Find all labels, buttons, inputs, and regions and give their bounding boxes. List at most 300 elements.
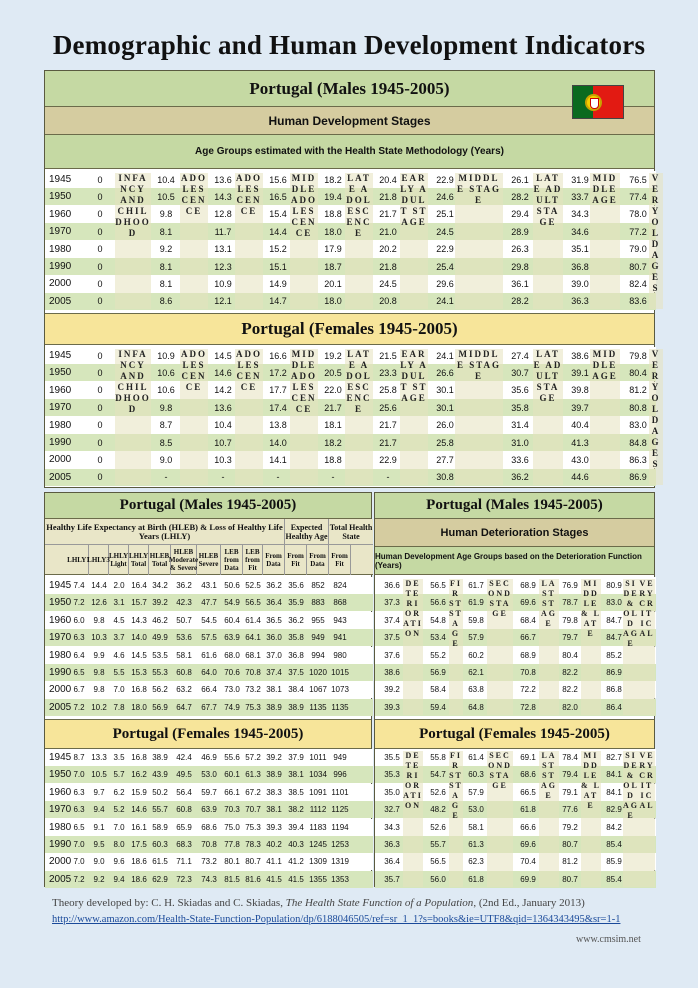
top-males-value: 11.7	[214, 226, 232, 237]
left-females-value: 7.0	[113, 822, 125, 832]
left-females-value: 996	[333, 770, 347, 780]
right-males-value: 80.9	[606, 581, 622, 590]
top-females-value: 30.1	[436, 402, 454, 413]
column-header: LEB from Fit	[243, 545, 263, 575]
top-males-value: 26.3	[511, 244, 529, 255]
left-females-value: 1125	[331, 805, 349, 815]
left-males-value: 70.6	[224, 668, 240, 677]
left-females-value: 42.4	[176, 753, 192, 762]
top-females-value: 0	[97, 385, 103, 396]
left-males-value: 3.1	[113, 598, 125, 608]
left-females-value: 6.3	[73, 787, 85, 797]
left-males-value: 6.5	[73, 668, 85, 677]
top-males-value: 18.2	[324, 174, 342, 185]
left-males-value: 73.2	[245, 685, 261, 695]
right-males-value: 37.6	[384, 650, 400, 660]
right-females-value: 79.2	[562, 822, 578, 832]
top-males-value: 14.3	[214, 191, 232, 202]
top-females-value: 17.7	[269, 385, 287, 396]
top-females-value: 9.8	[159, 402, 173, 413]
stage-label: INFANCY AND CHILDHOOD	[115, 173, 151, 309]
right-females-value: 66.5	[520, 787, 536, 797]
top-females-value: 40.4	[571, 420, 589, 431]
left-females-value: 80.7	[245, 857, 261, 867]
left-females-value: 38.1	[288, 770, 304, 780]
right-males-value: 64.8	[468, 702, 484, 712]
left-females-value: 39.4	[288, 822, 304, 832]
top-females-value: 25.6	[379, 402, 397, 413]
left-females-value: 7.0	[73, 770, 85, 780]
top-males-value: 17.9	[324, 244, 342, 255]
left-females-value: 63.9	[201, 805, 217, 815]
right-males-value: 66.7	[520, 633, 536, 643]
year-label: 1980	[49, 419, 72, 431]
right-males-value: 82.0	[562, 702, 578, 712]
left-females-table	[45, 749, 373, 889]
right-females-table	[375, 749, 656, 889]
left-males-value: 7.2	[73, 598, 85, 608]
top-females-value: 22.0	[324, 385, 342, 396]
left-males-value: 46.2	[152, 615, 168, 625]
left-females-value: 49.5	[176, 770, 192, 780]
top-males-value: 0	[97, 261, 103, 272]
year-label: 2000	[49, 856, 72, 868]
year-label: 2000	[49, 278, 72, 290]
left-females-value: 38.3	[266, 787, 282, 797]
year-label: 2005	[49, 873, 72, 885]
column-header: LEB from Data	[221, 545, 243, 575]
top-females-value: 39.1	[571, 367, 589, 378]
left-females-value: 6.3	[73, 805, 85, 815]
right-females-value: 53.0	[468, 805, 484, 815]
top-females-value: 16.6	[269, 350, 287, 361]
top-males-value: 28.2	[511, 296, 529, 307]
right-females-value: 61.3	[468, 840, 484, 849]
top-males-value: 18.8	[324, 209, 342, 220]
left-females-value: 75.0	[224, 822, 240, 832]
left-females-row	[45, 784, 373, 801]
right-females-value: 69.9	[520, 874, 536, 884]
right-females-value: 48.2	[430, 805, 446, 815]
left-males-value: 63.9	[224, 633, 240, 643]
left-females-value: 78.3	[245, 840, 261, 849]
right-males-value: 84.7	[606, 633, 622, 643]
top-males-value: 9.8	[159, 209, 173, 220]
year-label: 1970	[49, 804, 72, 816]
year-label: 1945	[49, 752, 72, 763]
top-males-value: 16.5	[269, 191, 287, 202]
right-females-value: 35.3	[384, 770, 400, 780]
stage-label: INFANCY AND CHILDHOOD	[115, 349, 151, 485]
top-females-value: 83.0	[629, 420, 647, 431]
deterioration-stage-label: FIRST STAGE	[449, 579, 463, 715]
top-males-value: 29.8	[511, 261, 529, 272]
top-females-value: 41.3	[571, 437, 589, 448]
left-males-value: 943	[333, 615, 347, 625]
left-males-value: 38.9	[266, 702, 282, 712]
top-males-value: 9.2	[159, 244, 173, 255]
top-females-value: 23.3	[379, 367, 397, 378]
left-males-value: 949	[311, 633, 325, 643]
left-females-value: 72.3	[176, 874, 192, 884]
right-females-value: 84.1	[606, 787, 622, 797]
left-males-value: 60.4	[224, 615, 240, 625]
deterioration-stage-label: LAST STAGE	[539, 751, 559, 887]
right-females-value: 36.3	[384, 840, 400, 849]
left-females-value: 55.6	[224, 753, 240, 762]
left-males-value: 53.6	[176, 633, 192, 643]
deterioration-stage-label: SECOND STAGE	[487, 579, 513, 715]
year-label: 1960	[49, 614, 72, 626]
top-males-value: 24.1	[436, 296, 454, 307]
stage-label: EARLY ADULT STAGE	[400, 349, 428, 485]
left-females-value: 16.8	[131, 753, 147, 762]
year-label: 1980	[49, 243, 72, 255]
left-females-value: 68.3	[176, 840, 192, 849]
left-males-value: 16.8	[131, 685, 147, 695]
amazon-link[interactable]: http://www.amazon.com/Health-State-Function-Population/dp/6188046505/ref=sr_1_1?s=books&ie=UTF8&qid=1364343495&sr=1-1	[52, 914, 621, 925]
top-females-value: 18.8	[324, 454, 342, 465]
left-females-value: 59.7	[201, 787, 217, 797]
top-females-title: Portugal (Females 1945-2005)	[45, 313, 654, 345]
left-males-row	[45, 612, 373, 629]
left-males-value: 38.4	[288, 685, 304, 695]
right-females-value: 82.7	[606, 753, 622, 762]
right-males-value: 72.2	[520, 685, 536, 695]
top-females-value: 14.2	[214, 385, 232, 396]
top-males-value: 25.4	[436, 261, 454, 272]
left-females-value: 80.1	[224, 857, 240, 867]
left-males-value: 35.9	[288, 598, 304, 608]
top-males-value: 33.7	[571, 191, 589, 202]
right-males-value: 69.6	[520, 598, 536, 608]
top-females-value: 86.3	[629, 454, 647, 465]
top-males-value: 80.7	[629, 261, 647, 272]
top-males-value: 0	[97, 191, 103, 202]
stage-label: LATE ADOLESCENCE	[345, 173, 373, 309]
left-females-value: 38.9	[152, 753, 168, 762]
left-males-value: 7.2	[73, 702, 85, 712]
top-females-value: 33.6	[511, 454, 529, 465]
left-males-value: 64.7	[176, 702, 192, 712]
left-females-value: 8.7	[73, 753, 85, 762]
top-females-value: 0	[97, 420, 103, 431]
left-females-title: Portugal (Females 1945-2005)	[45, 719, 371, 749]
top-females-value: 14.6	[214, 367, 232, 378]
top-stages-header: Human Development Stages	[45, 107, 654, 135]
left-females-value: 75.3	[245, 822, 261, 832]
top-females-value: 0	[97, 350, 103, 361]
left-females-value: 13.3	[91, 753, 107, 762]
left-females-value: 1091	[309, 787, 327, 797]
right-females-value: 85.9	[606, 857, 622, 867]
column-header: HLEB Total	[149, 545, 171, 575]
left-males-value: 35.6	[288, 581, 304, 590]
right-males-title: Portugal (Males 1945-2005)	[375, 493, 654, 519]
left-males-value: 61.6	[201, 650, 217, 660]
left-females-row	[45, 749, 373, 766]
right-males-value: 59.8	[468, 615, 484, 625]
top-females-table	[45, 347, 661, 487]
right-males-value: 72.8	[520, 702, 536, 712]
year-label: 1980	[49, 649, 72, 661]
right-males-value: 78.7	[562, 598, 578, 608]
left-males-value: 53.5	[152, 650, 168, 660]
left-males-value: 54.9	[224, 598, 240, 608]
year-label: 1950	[49, 769, 72, 781]
right-males-value: 36.6	[384, 581, 400, 590]
right-males-value: 56.6	[430, 598, 446, 608]
right-females-value: 56.0	[430, 874, 446, 884]
left-females-value: 9.4	[93, 805, 105, 815]
stage-label: ADOLESCENCE	[180, 349, 208, 485]
deterioration-stage-label: SIDE & OLD AGE	[623, 579, 639, 715]
portugal-flag-icon	[572, 85, 624, 119]
left-males-value: 37.5	[288, 668, 304, 677]
deterioration-stage-label: FIRST STAGE	[449, 751, 463, 887]
right-females-value: 80.7	[562, 874, 578, 884]
left-males-value: 56.9	[152, 702, 168, 712]
left-females-value: 53.0	[201, 770, 217, 780]
top-males-value: 21.0	[379, 226, 397, 237]
top-females-value: 30.1	[436, 385, 454, 396]
stage-label: VERY OLD AGES	[649, 349, 663, 485]
top-females-value: 44.6	[571, 472, 589, 483]
right-males-value: 54.8	[430, 615, 446, 625]
column-header: From Fit	[329, 545, 351, 575]
right-females-value: 54.7	[430, 770, 446, 780]
top-males-value: 20.4	[379, 174, 397, 185]
left-females-value: 74.3	[201, 874, 217, 884]
left-males-table	[45, 577, 373, 717]
year-label: 1945	[49, 350, 72, 361]
right-males-value: 86.4	[606, 702, 622, 712]
top-males-value: 39.0	[571, 278, 589, 289]
stage-label: MIDDLE ADOLESCENCE	[290, 349, 318, 485]
left-males-value: 42.3	[176, 598, 192, 608]
left-males-value: 1135	[309, 702, 327, 712]
top-females-value: 80.8	[629, 402, 647, 413]
left-females-value: 62.9	[152, 874, 168, 884]
left-females-value: 15.9	[131, 787, 147, 797]
deterioration-stage-label: VERY CRITICAL	[639, 751, 655, 887]
top-males-value: 82.4	[629, 278, 647, 289]
right-males-value: 56.5	[430, 581, 446, 590]
left-females-value: 1011	[309, 753, 327, 762]
left-females-value: 56.4	[176, 787, 192, 797]
right-females-value: 34.3	[384, 822, 400, 832]
left-females-value: 949	[333, 753, 347, 762]
left-females-value: 68.6	[201, 822, 217, 832]
top-females-value: -	[386, 472, 390, 483]
year-label: 1990	[49, 261, 72, 272]
year-label: 1990	[49, 667, 72, 678]
left-females-value: 61.5	[152, 857, 168, 867]
top-males-value: 12.8	[214, 209, 232, 220]
right-females-value: 77.6	[562, 805, 578, 815]
left-females-value: 5.7	[113, 770, 125, 780]
right-females-value: 57.9	[468, 787, 484, 797]
year-label: 1990	[49, 437, 72, 448]
top-females-value: 8.5	[159, 437, 173, 448]
left-males-value: 14.0	[131, 633, 147, 643]
year-label: 2005	[49, 701, 72, 713]
left-males-value: 941	[333, 633, 347, 643]
top-females-value: 21.7	[379, 437, 397, 448]
left-males-title: Portugal (Males 1945-2005)	[45, 493, 371, 519]
top-males-value: 34.6	[571, 226, 589, 237]
top-females-value: -	[276, 472, 280, 483]
stage-label: ADOLESCENCE	[235, 173, 263, 309]
stage-label: LATE ADOLESCENCE	[345, 349, 373, 485]
left-males-value: 7.0	[113, 685, 125, 695]
total-health-state-header: Total Health State	[329, 519, 373, 545]
left-males-value: 49.9	[152, 633, 168, 643]
right-males-value: 68.9	[520, 581, 536, 590]
top-males-value: 21.8	[379, 261, 397, 272]
left-females-value: 1355	[309, 874, 327, 884]
left-females-value: 18.6	[131, 874, 147, 884]
left-males-value: 37.0	[266, 650, 282, 660]
top-females-value: 10.6	[157, 385, 175, 396]
left-males-value: 868	[333, 598, 347, 608]
top-females-value: 17.2	[269, 367, 287, 378]
top-females-value: 79.8	[629, 350, 647, 361]
left-males-value: 52.5	[245, 581, 261, 590]
left-males-value: 63.2	[176, 685, 192, 695]
right-males-value: 86.9	[606, 668, 622, 677]
right-females-value: 70.4	[520, 857, 536, 867]
right-males-value: 83.0	[606, 598, 622, 608]
left-males-value: 3.7	[113, 633, 125, 643]
left-males-value: 10.2	[91, 702, 107, 712]
left-females-value: 39.2	[266, 753, 282, 762]
top-females-value: 39.8	[571, 385, 589, 396]
left-males-value: 74.9	[224, 702, 240, 712]
top-males-value: 29.6	[436, 278, 454, 289]
top-females-value: 14.5	[214, 350, 232, 361]
stage-label: LATE ADULT STAGE	[533, 173, 563, 309]
left-males-value: 36.0	[266, 633, 282, 643]
left-females-value: 9.6	[113, 857, 125, 867]
left-males-value: 6.7	[73, 685, 85, 695]
top-males-value: 29.4	[511, 209, 529, 220]
top-males-value: 25.1	[436, 209, 454, 220]
left-males-value: 75.3	[245, 702, 261, 712]
top-males-value: 20.1	[324, 278, 342, 289]
top-females-value: 10.7	[214, 437, 232, 448]
top-age-groups-header: Age Groups estimated with the Health State Methodology (Years)	[45, 135, 654, 169]
deterioration-stage-label: SECOND STAGE	[487, 751, 513, 887]
left-males-value: 36.2	[288, 615, 304, 625]
stage-label: ADOLESCENCE	[180, 173, 208, 309]
top-males-value: 0	[97, 244, 103, 255]
left-females-row	[45, 871, 373, 888]
left-females-row	[45, 819, 373, 836]
right-females-value: 69.6	[520, 840, 536, 849]
top-males-value: 19.4	[324, 191, 342, 202]
top-males-value: 22.9	[436, 244, 454, 255]
year-label: 1945	[49, 580, 72, 591]
credit-prefix: Theory developed by: C. H. Skiadas and C. Skiadas,	[52, 897, 286, 909]
right-stages-header: Human Deterioration Stages	[375, 519, 654, 547]
left-females-value: 70.7	[245, 805, 261, 815]
stage-label: ADOLESCENCE	[235, 349, 263, 485]
column-header: From Data	[307, 545, 329, 575]
column-header-filler	[351, 545, 373, 575]
year-label: 1970	[49, 226, 72, 238]
left-males-value: 35.8	[288, 633, 304, 643]
year-label: 1980	[49, 821, 72, 833]
left-females-value: 1112	[309, 805, 327, 815]
left-males-value: 34.2	[152, 581, 168, 590]
left-males-value: 16.4	[131, 581, 147, 590]
left-females-value: 1309	[309, 857, 327, 867]
right-females-value: 78.4	[562, 753, 578, 762]
column-header: From Data	[263, 545, 285, 575]
left-females-value: 1034	[309, 770, 327, 780]
left-females-value: 7.2	[73, 874, 85, 884]
right-females-value: 55.8	[430, 753, 446, 762]
deterioration-stage-label: VERY CRITICAL	[639, 579, 655, 715]
left-males-value: 6.4	[73, 650, 85, 660]
right-males-value: 68.9	[520, 650, 536, 660]
right-males-value: 85.2	[606, 650, 622, 660]
left-males-value: 64.0	[201, 668, 217, 677]
left-males-value: 1073	[331, 685, 349, 695]
left-females-value: 70.3	[224, 805, 240, 815]
left-males-value: 955	[311, 615, 325, 625]
left-females-row	[45, 836, 373, 853]
top-females-value: 27.7	[436, 454, 454, 465]
left-males-value: 67.7	[201, 702, 217, 712]
left-females-value: 67.2	[245, 787, 261, 797]
left-males-value: 47.7	[201, 598, 217, 608]
column-header: LHLY Total	[129, 545, 149, 575]
top-females-value: 26.6	[436, 367, 454, 378]
left-males-value: 14.3	[131, 615, 147, 625]
left-males-value: 883	[311, 598, 325, 608]
left-females-value: 6.2	[113, 787, 125, 797]
top-females-value: 0	[97, 472, 103, 483]
right-females-value: 60.3	[468, 770, 484, 780]
deterioration-stage-label: LAST STAGE	[539, 579, 559, 715]
left-males-value: 852	[311, 581, 325, 590]
column-header: HLEB Severe	[197, 545, 221, 575]
deterioration-stage-label: MIDDLE & LATE	[581, 579, 601, 715]
stage-label: MIDDLE ADOLESCENCE	[290, 173, 318, 309]
top-females-value: 30.7	[511, 367, 529, 378]
left-males-value: 18.0	[131, 702, 147, 712]
expected-healthy-age-header: Expected Healthy Age	[285, 519, 329, 545]
right-females-value: 85.4	[606, 874, 622, 884]
right-males-table	[375, 577, 656, 717]
stage-label: MIDDLE AGE	[590, 349, 620, 485]
left-females-value: 1319	[331, 857, 349, 867]
top-males-value: 31.9	[571, 174, 589, 185]
top-females-value: 43.0	[571, 454, 589, 465]
right-males-value: 61.9	[468, 598, 484, 608]
left-females-value: 65.9	[176, 822, 192, 832]
left-males-value: 68.1	[245, 650, 261, 660]
top-males-value: 78.0	[629, 209, 647, 220]
top-females-value: 18.2	[324, 437, 342, 448]
left-females-value: 41.5	[266, 874, 282, 884]
left-females-value: 8.0	[113, 840, 125, 849]
left-males-value: 7.8	[113, 702, 125, 712]
left-males-value: 38.9	[288, 702, 304, 712]
left-females-value: 38.1	[266, 805, 282, 815]
